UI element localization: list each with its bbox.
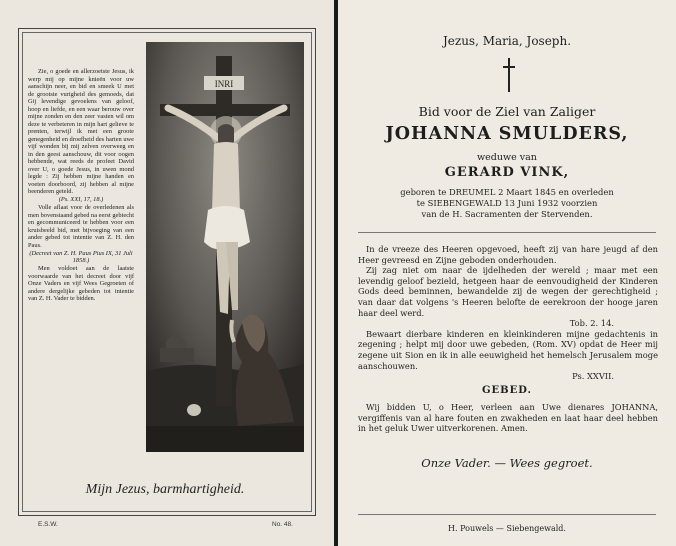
widow-line: weduwe van xyxy=(477,152,537,163)
right-card xyxy=(338,0,676,546)
bio-line: te SIEBENGEWALD 13 Juni 1932 voorzien xyxy=(416,198,598,208)
prayer-paragraph: Wij bidden U, o Heer, verleen aan Uwe dienares JOHANNA, vergiffenis van al hare fouten en zwakheden en laat haar deel hebben in het geluk Uwer uitverkorenen. Amen. xyxy=(358,402,658,434)
divider xyxy=(358,514,656,515)
card-number: No. 48. xyxy=(272,521,293,528)
left-card xyxy=(0,0,334,546)
motto: Mijn Jezus, barmhartigheid. xyxy=(85,482,245,497)
publisher-mark: E.S.W. xyxy=(38,521,58,528)
husband-name: GERARD VINK, xyxy=(444,165,570,180)
prayer-request: Bid voor de Ziel van Zaliger xyxy=(418,104,596,119)
bible-reference: Tob. 2. 14. xyxy=(569,318,614,329)
inri-sign: INRI xyxy=(214,79,234,89)
closing-prayers: Onze Vader. — Wees gegroet. xyxy=(421,456,593,470)
indulgence-paragraph: Volle aflaat voor de overledenen als men bovenstaand gebed na eerst gebiecht en gecommuniceerd te hebben voor een kruisbeeld bid, met bijvoeging van een ander gebed tot intentie van Z. H. den Paus. xyxy=(28,204,134,249)
deceased-name: JOHANNA SMULDERS, xyxy=(385,124,629,144)
paragraph: Bewaart dierbare kinderen en kleinkinderen mijne gedachtenis in zegening ; helpt mij door uwe gebeden, (Rom. XV) opdat de Heer mij zegene uit Sion en ik in alle eeuwigheid het hemelsch Jerusalem moge aanschouwen. xyxy=(358,328,658,371)
crucifixion-illustration xyxy=(146,42,304,452)
divider xyxy=(358,232,656,233)
prayer-heading: GEBED. xyxy=(481,385,533,396)
prayer-text xyxy=(28,68,134,303)
invocation-title: Jezus, Maria, Joseph. xyxy=(442,34,572,48)
closing-paragraph: Men voldoet aan de laatste voorwaarde van het decreet door vijf Onze Vaders en vijf Wees Gegroeten of andere dergelijke gebeden tot intentie van Z. H. Vader te bidden. xyxy=(28,265,134,302)
prayer-paragraph: Zie, o goede en allerzoetste Jesus, ik werp mij op mijne knieën voor uw aanschijn neer, en bid en smeek U met de grootste vurigheid des gemoeds, dat Gij levendige gevoelens van geloof, hoop en liefde, en een waar berouw over mijne zonden en den zeer vasten wil om deze te verbeteren in mijn hart gelieve te prenten, terwijl ik met een groote genegenheid en droefheid des harten uwe vijf wonden bij mij zelven overweeg en in den geest aanschouw, dit voor oogen hebbende, wat reeds de profeet David over U, o goede Jesus, in uwen mond legde : Zij hebben mijne handen en voeten doorboord, zij hebben al mijne beenderen geteld. xyxy=(28,68,134,195)
bible-reference: Ps. XXVII. xyxy=(572,371,614,382)
bio-line: van de H. Sacramenten der Stervenden. xyxy=(421,209,593,219)
prayer-text xyxy=(358,402,658,434)
printer-line: H. Pouwels — Siebengewald. xyxy=(448,524,566,533)
cross-icon xyxy=(503,58,515,92)
prayer-reference: (Ps. XXI, 17, 18.) xyxy=(58,196,104,203)
indulgence-reference: (Decreet van Z. H. Paus Pius IX, 31 Juli 1858.) xyxy=(29,249,133,264)
crucifixion-picture xyxy=(146,42,304,452)
bio-line: geboren te DREUMEL 2 Maart 1845 en overleden xyxy=(400,187,614,197)
paragraph: In de vreeze des Heeren opgevoed, heeft zij van hare jeugd af den Heer gevreesd en Zijne geboden onderhouden. xyxy=(358,244,658,265)
paragraph: Zij zag niet om naar de ijdelheden der wereld ; maar met een levendig geloof bezield, hetgeen haar de eenvoudigheid der Kinderen Gods deed beminnen, bewandelde zij de wegen der gerechtigheid ; van daar dat volgens 's Heeren belofte de eerekroon der hooge jaren haar deel werd. xyxy=(358,265,658,318)
memorial-text xyxy=(358,244,658,382)
